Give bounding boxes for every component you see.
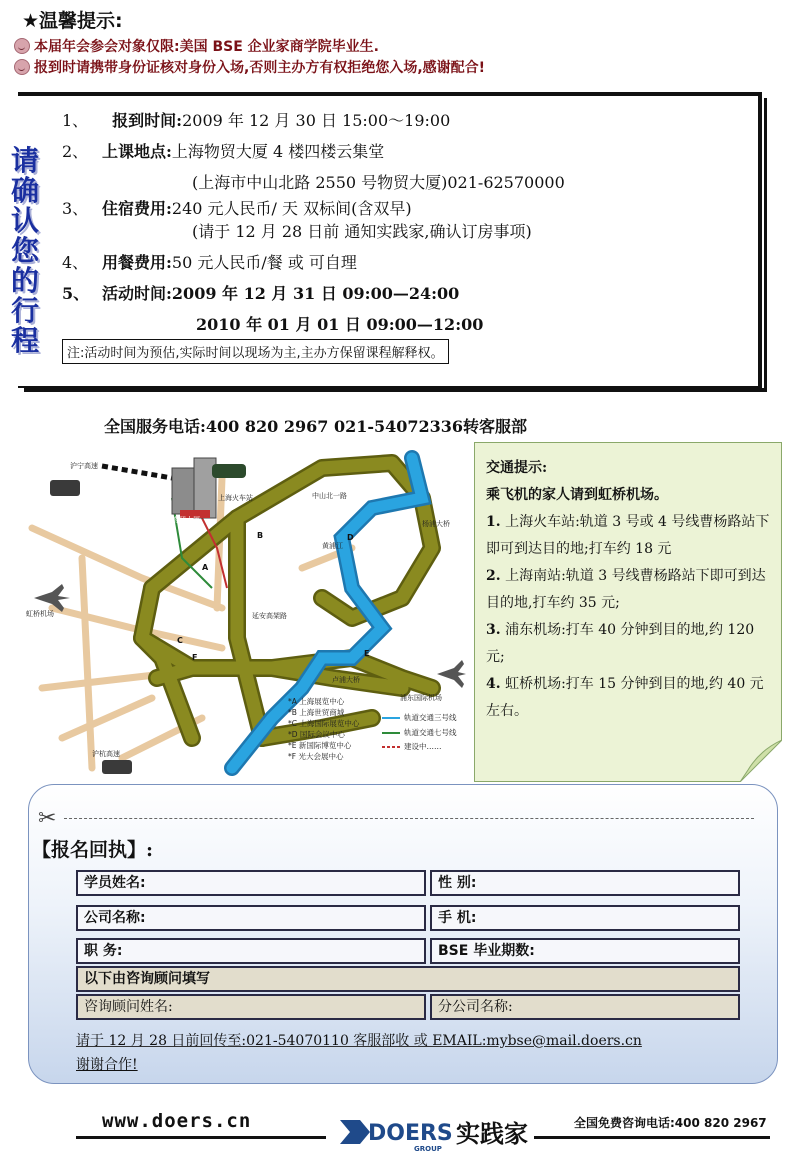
traffic-item: 4. 虹桥机场:打车 15 分钟到目的地,约 40 元左右。 [486,676,764,719]
itinerary-item-venue: 2、 上课地点:上海物贸大厦 4 楼四楼云集堂 [62,142,385,161]
tips-title: ★温馨提示: [22,10,123,32]
map-legend-line: 轨道交通三号线 [404,713,457,722]
itinerary-note: 注:活动时间为预估,实际时间以现场为主,主办方保留课程解释权。 [62,339,449,364]
page-fold-icon [740,740,782,782]
traffic-subtitle: 乘飞机的家人请到虹桥机场。 [486,487,668,503]
itinerary-side-title: 请确认您的行程 [10,144,39,357]
map-point-c: C [177,636,183,645]
map-point-f: F [192,653,198,662]
map-plane-icon [437,660,466,688]
logo-cn: 实践家 [456,1119,528,1148]
tip-text-1: 本届年会参会对象仅限:美国 BSE 企业家商学院毕业生. [34,39,379,55]
branch-field[interactable]: 分公司名称: [430,994,740,1020]
smiley-icon [14,38,30,54]
student-name-field[interactable]: 学员姓名: [76,870,426,896]
map-train-icon [212,464,246,478]
map-legend-venue: *D 国际会议中心 [288,730,345,739]
traffic-title: 交通提示: [486,460,548,476]
service-phone: 全国服务电话:400 820 2967 021-54072336转客服部 [104,417,528,436]
scissors-icon: ✂ [38,806,57,831]
smiley-icon [14,59,30,75]
doers-logo [336,1110,536,1154]
map-label-hudong: 沪宁高速 [70,462,98,470]
position-field[interactable]: 职 务: [76,938,426,964]
gender-field[interactable]: 性 别: [430,870,740,896]
traffic-item: 2. 上海南站:轨道 3 号线曹杨路站下即可到达目的地,打车约 35 元; [486,568,766,611]
footer-hotline: 全国免费咨询电话:400 820 2967 [574,1116,767,1130]
registration-title: 【报名回执】: [32,839,154,861]
map-label-yanan: 延安高架路 [252,612,287,620]
logo-arrow-icon [340,1120,370,1144]
consultant-name-field[interactable]: 咨询顾问姓名: [76,994,426,1020]
map-railway [102,466,172,478]
tip-line-2 [14,57,485,77]
itinerary-item-meals: 4、 用餐费用:50 元人民币/餐 或 可自理 [62,253,357,272]
itinerary-item-activity-day2: 2010 年 01 月 01 日 09:00—12:00 [196,315,484,334]
logo-sub: GROUP [414,1145,442,1153]
map-point-d: D [347,533,354,542]
map-label-hujia: 沪杭高速 [92,750,120,758]
map-label-huangpu: 黄浦江 [322,542,343,550]
traffic-item: 1. 上海火车站:轨道 3 号或 4 号线曹杨路站下即可到达目的地;打车约 18 元 [486,514,770,557]
map-legend-venue: *A 上海展览中心 [288,697,345,706]
logo-text: DOERS [368,1121,453,1146]
footer-rule-left [76,1136,326,1139]
map-label-wumao: 物贸大厦 [172,516,200,524]
itinerary-item-lodging: 3、 住宿费用:240 元人民币/ 天 双标间(含双早) [62,199,412,218]
map-legend-line: 轨道交通七号线 [404,728,457,737]
itinerary-item-checkin: 1、 报到时间:2009 年 12 月 30 日 15:00～19:00 [62,111,451,130]
tip-line-1 [14,36,379,56]
map-bus-icon [50,480,80,496]
thanks-text: 谢谢合作! [76,1057,138,1073]
company-field[interactable]: 公司名称: [76,905,426,931]
map-label-hongqiao: 虹桥机场 [26,610,54,618]
traffic-tips-content [486,455,774,725]
footer-website[interactable]: www.doers.cn [102,1110,252,1132]
bse-term-field[interactable]: BSE 毕业期数: [430,938,740,964]
traffic-item: 3. 浦东机场:打车 40 分钟到目的地,约 120 元; [486,622,755,665]
map-legend-venue: *E 新国际博览中心 [288,741,352,750]
map-label-station: 上海火车站 [218,494,253,502]
fax-instruction: 请于 12 月 28 日前回传至:021-54070110 客服部收 或 EMAIL:mybse@mail.doers.cn [76,1033,642,1049]
map-point-b: B [257,531,264,540]
map-label-yangpu: 杨浦大桥 [422,520,450,528]
map-legend-venue: *B 上海世贸商城 [288,708,345,717]
map-bus-icon [102,760,132,774]
map-label-zhongshan: 中山北一路 [312,492,347,500]
map-legend-venue: *F 光大会展中心 [288,752,344,761]
map-point-e: E [364,649,370,658]
tip-text-2: 报到时请携带身份证核对身份入场,否则主办方有权拒绝您入场,感谢配合! [34,60,486,76]
map-legend-venue: *C 上海国际展览中心 [288,719,360,728]
mobile-field[interactable]: 手 机: [430,905,740,931]
itinerary-item-lodging-note: (请于 12 月 28 日前 通知实践家,确认订房事项) [192,222,532,241]
map-point-a: A [202,563,209,572]
itinerary-item-venue-address: (上海市中山北路 2550 号物贸大厦)021-62570000 [192,173,565,192]
consultant-section-header: 以下由咨询顾问填写 [76,966,740,992]
map-label-lupu: 卢浦大桥 [332,676,360,684]
footer-rule-right [534,1136,770,1139]
itinerary-item-activity: 5、 活动时间:2009 年 12 月 31 日 09:00—24:00 [62,284,460,303]
location-map [22,438,466,778]
map-legend-line: 建设中…… [404,742,442,751]
map-label-pudong-airport: 浦东国际机场 [400,694,442,702]
cut-line [64,818,754,819]
